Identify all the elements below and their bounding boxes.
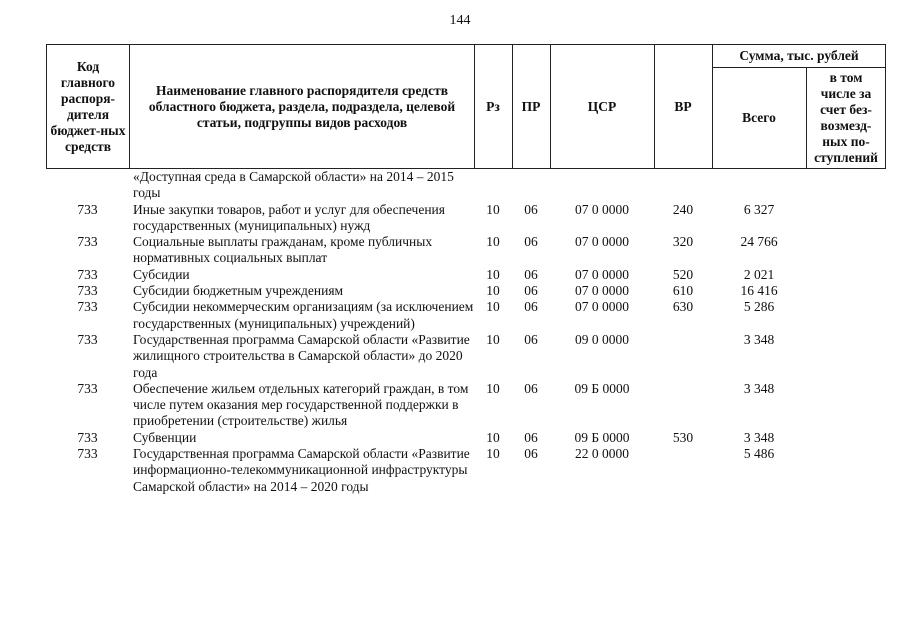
cell-total: 3 348 xyxy=(743,429,775,445)
cell-pr: 06 xyxy=(524,234,538,250)
table-row xyxy=(46,299,886,332)
budget-table xyxy=(46,44,886,495)
cell-free xyxy=(806,202,886,235)
cell-csr xyxy=(550,169,654,202)
header-sum: Сумма, тыс. рублей xyxy=(739,48,859,63)
cell-free xyxy=(806,446,886,495)
cell-total: 16 416 xyxy=(740,283,778,299)
header-rz: Рз xyxy=(486,98,500,114)
cell-pr: 06 xyxy=(524,429,538,445)
cell-rz: 10 xyxy=(486,234,500,250)
cell-vr xyxy=(654,381,712,430)
cell-csr: 07 0 0000 xyxy=(575,283,629,299)
cell-total: 3 348 xyxy=(743,331,775,347)
cell-name: «Доступная среда в Самарской области» на 2014 – 2015 годы xyxy=(133,169,454,201)
cell-rz: 10 xyxy=(486,266,500,282)
cell-code: 733 xyxy=(77,266,98,282)
table-row xyxy=(46,234,886,267)
cell-name: Субсидии xyxy=(133,266,190,282)
cell-code: 733 xyxy=(77,201,98,217)
cell-name: Субвенции xyxy=(133,429,197,445)
table-header xyxy=(46,44,886,169)
cell-rz: 10 xyxy=(486,429,500,445)
cell-code: 733 xyxy=(77,380,98,396)
table-row xyxy=(46,267,886,283)
cell-csr: 22 0 0000 xyxy=(575,446,629,462)
cell-vr: 530 xyxy=(672,429,694,445)
cell-total: 2 021 xyxy=(743,266,775,282)
cell-vr xyxy=(654,332,712,381)
cell-csr: 07 0 0000 xyxy=(575,234,629,250)
cell-free xyxy=(806,283,886,299)
page-number: 144 xyxy=(449,13,471,28)
cell-free xyxy=(806,267,886,283)
header-csr: ЦСР xyxy=(587,98,617,114)
cell-name: Государственная программа Самарской области «Развитие информационно-телекоммуникационной инфраструктуры Самарской области» на 2014 – 2020 годы xyxy=(133,446,470,494)
cell-code: 733 xyxy=(77,283,98,299)
cell-total: 5 286 xyxy=(743,299,775,315)
table-body xyxy=(46,169,886,495)
cell-code: 733 xyxy=(77,299,98,315)
cell-rz: 10 xyxy=(486,283,500,299)
cell-name: Социальные выплаты гражданам, кроме публичных нормативных социальных выплат xyxy=(133,234,433,266)
cell-free xyxy=(806,299,886,332)
cell-name: Субсидии некоммерческим организациям (за исключением государственных (муниципальных) учреждений) xyxy=(133,299,474,331)
cell-vr xyxy=(654,169,712,202)
cell-vr xyxy=(654,446,712,495)
cell-csr: 07 0 0000 xyxy=(575,266,629,282)
cell-free xyxy=(806,234,886,267)
header-vr: ВР xyxy=(674,98,692,114)
cell-free xyxy=(806,332,886,381)
cell-rz: 10 xyxy=(486,331,500,347)
cell-pr: 06 xyxy=(524,266,538,282)
cell-name: Государственная программа Самарской области «Развитие жилищного строительства в Самарской области» до 2020 года xyxy=(133,331,470,380)
table-row xyxy=(46,283,886,299)
cell-csr: 07 0 0000 xyxy=(575,201,629,217)
cell-total: 6 327 xyxy=(743,201,775,217)
cell-code: 733 xyxy=(77,234,98,250)
cell-vr: 320 xyxy=(672,234,694,250)
table-row xyxy=(46,169,886,202)
cell-vr: 630 xyxy=(672,299,694,315)
header-code: Код главного распоря-дителя бюджет-ных средств xyxy=(50,58,126,154)
cell-pr: 06 xyxy=(524,283,538,299)
cell-total: 5 486 xyxy=(743,446,775,462)
cell-free xyxy=(806,430,886,446)
cell-vr: 610 xyxy=(672,283,694,299)
cell-csr: 09 0 0000 xyxy=(575,331,629,347)
cell-vr: 520 xyxy=(672,266,694,282)
cell-name: Иные закупки товаров, работ и услуг для обеспечения государственных (муниципальных) нужд xyxy=(133,201,445,233)
cell-rz: 10 xyxy=(486,201,500,217)
header-total: Всего xyxy=(742,110,776,125)
table-row xyxy=(46,381,886,430)
cell-pr xyxy=(512,169,550,202)
cell-free xyxy=(806,169,886,202)
cell-name: Обеспечение жильем отдельных категорий граждан, в том числе путем оказания мер государственной поддержки в приобретении (строительстве) жилья xyxy=(133,380,469,429)
cell-pr: 06 xyxy=(524,299,538,315)
cell-pr: 06 xyxy=(524,201,538,217)
cell-rz: 10 xyxy=(486,299,500,315)
cell-rz: 10 xyxy=(486,446,500,462)
cell-code: 733 xyxy=(77,331,98,347)
table-row xyxy=(46,202,886,235)
cell-total: 24 766 xyxy=(740,234,778,250)
cell-csr: 09 Б 0000 xyxy=(574,429,630,445)
cell-pr: 06 xyxy=(524,380,538,396)
cell-rz: 10 xyxy=(486,380,500,396)
cell-csr: 07 0 0000 xyxy=(575,299,629,315)
table-row xyxy=(46,446,886,495)
header-name: Наименование главного распорядителя средств областного бюджета, раздела, подраздела, целевой статьи, подгруппы видов расходов xyxy=(148,82,456,130)
cell-code: 733 xyxy=(77,429,98,445)
cell-pr: 06 xyxy=(524,446,538,462)
cell-free xyxy=(806,381,886,430)
cell-name: Субсидии бюджетным учреждениям xyxy=(133,283,344,299)
cell-total xyxy=(712,169,806,202)
cell-code: 733 xyxy=(77,446,98,462)
cell-csr: 09 Б 0000 xyxy=(574,380,630,396)
cell-total: 3 348 xyxy=(743,380,775,396)
cell-rz xyxy=(474,169,512,202)
header-pr: ПР xyxy=(521,98,541,114)
table-row xyxy=(46,430,886,446)
cell-pr: 06 xyxy=(524,331,538,347)
header-free: в том числе за счет без-возмезд-ных по-ступлений xyxy=(814,70,878,165)
table-row xyxy=(46,332,886,381)
cell-code xyxy=(46,169,129,202)
cell-vr: 240 xyxy=(672,201,694,217)
